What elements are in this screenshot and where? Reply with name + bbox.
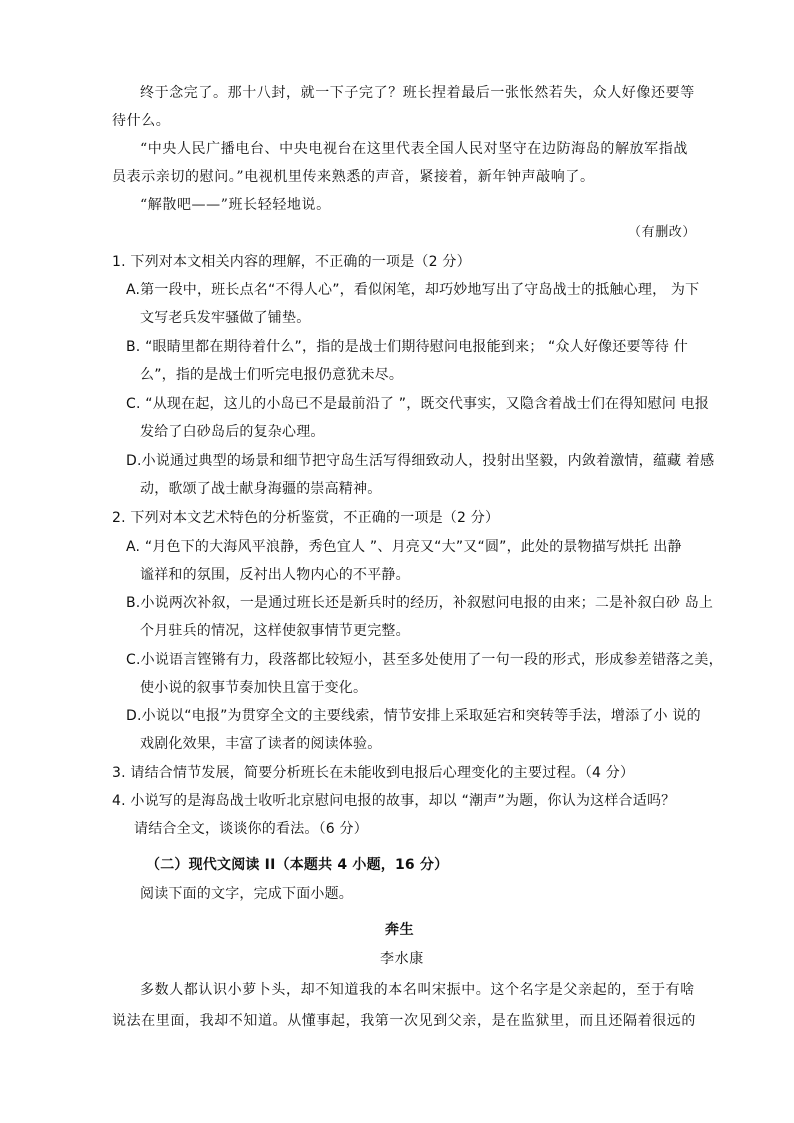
story-paragraph-2-line-1: “中央人民广播电台、中央电视台在这里代表全国人民对坚守在边防海岛的解放军指战 bbox=[140, 141, 688, 157]
question-4-stem-cont: 请结合全文，谈谈你的看法。（6 分） bbox=[134, 821, 368, 837]
question-1-stem: 1. 下列对本文相关内容的理解，不正确的一项是（2 分） bbox=[112, 254, 471, 270]
question-2-stem: 2. 下列对本文艺术特色的分析鉴赏，不正确的一项是（2 分） bbox=[112, 510, 500, 526]
question-1-option-b: B. “眼睛里都在期待着什么”，指的是战士们期待慰问电报能到来； “众人好像还要等待 什 bbox=[126, 339, 688, 355]
article-author: 李水康 bbox=[380, 951, 424, 967]
question-1-option-c-cont: 发给了白砂岛后的复杂心理。 bbox=[140, 424, 325, 440]
revision-note: （有删改） bbox=[628, 225, 697, 240]
article-paragraph-1-line-1: 多数人都认识小萝卜头，却不知道我的本名叫宋振中。这个名字是父亲起的，至于有啥 bbox=[140, 982, 695, 998]
section-2-instruction: 阅读下面的文字，完成下面小题。 bbox=[140, 886, 353, 902]
question-1-option-b-cont: 么”，指的是战士们听完电报仍意犹未尽。 bbox=[140, 367, 404, 383]
question-1-option-a-cont: 文写老兵发牢骚做了铺垫。 bbox=[140, 310, 311, 326]
article-title: 奔生 bbox=[385, 922, 415, 938]
question-2-option-c: C.小说语言铿锵有力，段落都比较短小，甚至多处使用了一句一段的形式，形成参差错落之美， bbox=[126, 652, 723, 668]
section-2-heading: （二）现代文阅读 II（本题共 4 小题，16 分） bbox=[146, 857, 449, 873]
story-paragraph-1-line-2: 待什么。 bbox=[112, 113, 171, 129]
story-paragraph-1-line-1: 终于念完了。那十八封，就一下子完了？班长捏着最后一张怅然若失，众人好像还要等 bbox=[140, 85, 695, 101]
question-1-option-d-cont: 动，歌颂了战士献身海疆的崇高精神。 bbox=[140, 481, 382, 497]
question-2-option-d-cont: 戏剧化效果，丰富了读者的阅读体验。 bbox=[140, 736, 382, 752]
question-2-option-a: A. “月色下的大海风平浪静，秀色宜人 ”、月亮又“大”又“圆”，此处的景物描写烘托 出静 bbox=[126, 539, 682, 555]
story-paragraph-3: “解散吧——”班长轻轻地说。 bbox=[140, 197, 331, 213]
question-2-option-b-cont: 个月驻兵的情况，这样使叙事情节更完整。 bbox=[140, 623, 410, 639]
question-2-option-d: D.小说以“电报”为贯穿全文的主要线索，情节安排上采取延宕和突转等手法，增添了小 说的 bbox=[126, 708, 701, 724]
question-2-option-b: B.小说两次补叙，一是通过班长还是新兵时的经历，补叙慰问电报的由来；二是补叙白砂 岛上 bbox=[126, 595, 714, 611]
question-1-option-d: D.小说通过典型的场景和细节把守岛生活写得细致动人，投射出坚毅，内敛着激情，蕴藏 着感 bbox=[126, 453, 715, 469]
question-3-stem: 3. 请结合情节发展，简要分析班长在未能收到电报后心理变化的主要过程。（4 分） bbox=[112, 765, 635, 781]
question-2-option-c-cont: 使小说的叙事节奏加快且富于变化。 bbox=[140, 680, 368, 696]
question-1-option-a: A.第一段中，班长点名“不得人心”，看似闲笔，却巧妙地写出了守岛战士的抵触心理， 为下 bbox=[126, 282, 700, 298]
story-paragraph-2-line-2: 员表示亲切的慰问。”电视机里传来熟悉的声音，紧接着，新年钟声敲响了。 bbox=[112, 169, 595, 185]
question-1-option-c: C. “从现在起，这儿的小岛已不是最前沿了 ”，既交代事实，又隐含着战士们在得知慰问 电报 bbox=[126, 396, 710, 412]
question-2-option-a-cont: 谧祥和的氛围，反衬出人物内心的不平静。 bbox=[140, 567, 410, 583]
article-paragraph-1-line-2: 说法在里面，我却不知道。从懂事起，我第一次见到父亲，是在监狱里，而且还隔着很远的 bbox=[112, 1013, 696, 1029]
question-4-stem: 4. 小说写的是海岛战士收听北京慰问电报的故事，却以 “潮声”为题，你认为这样合适吗？ bbox=[112, 793, 676, 809]
